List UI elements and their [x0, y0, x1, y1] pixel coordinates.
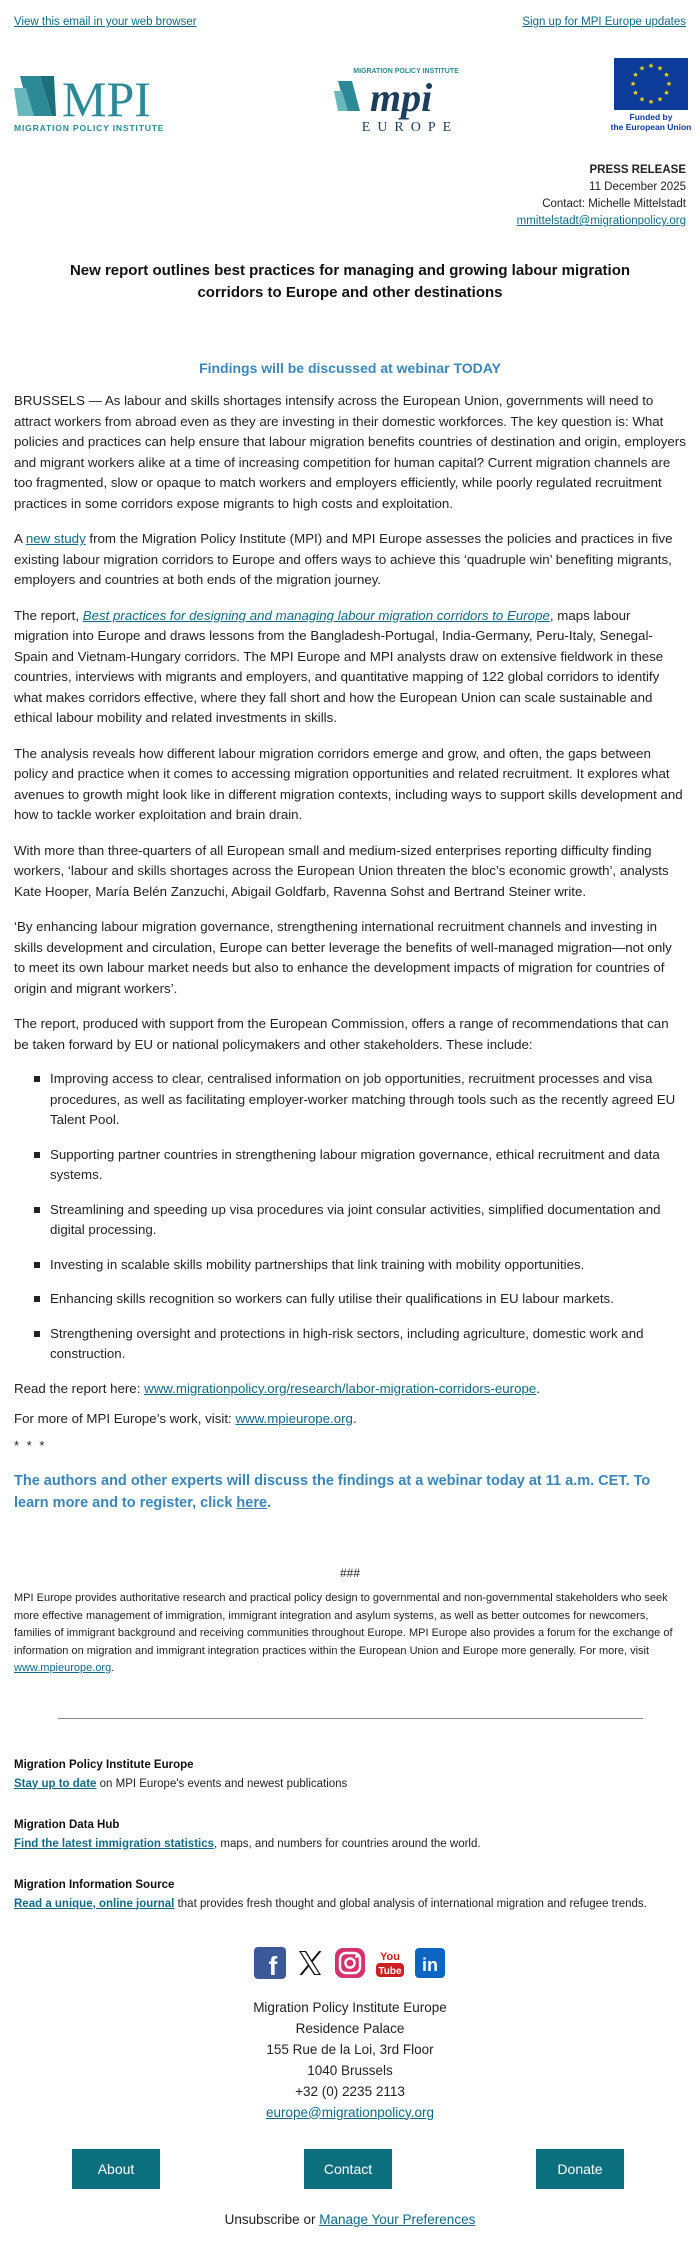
- link-block-title: Migration Policy Institute Europe: [14, 1758, 194, 1771]
- mpi-logo-mark: [12, 72, 212, 134]
- headline: New report outlines best practices for managing and growing labour migration corridors to Europe and other destinations: [69, 262, 631, 301]
- eu-caption: [610, 112, 692, 132]
- footer-buttons: [0, 2149, 700, 2189]
- link-block-data-hub: [14, 1817, 686, 1853]
- more-work-label: For more of MPI Europe’s work, visit:: [14, 1411, 236, 1426]
- press-release-label: PRESS RELEASE: [589, 164, 686, 176]
- signup-link[interactable]: Sign up for MPI Europe updates: [522, 16, 686, 28]
- press-email-link[interactable]: mmittelstadt@migrationpolicy.org: [516, 215, 686, 227]
- press-contact: Contact: Michelle Mittelstadt: [542, 198, 686, 210]
- report-url-link[interactable]: www.migrationpolicy.org/research/labor-migration-corridors-europe: [144, 1380, 537, 1396]
- list-item: Investing in scalable skills mobility partnerships that link training with mobility opportunities.: [14, 1255, 686, 1276]
- list-item: Streamlining and speeding up visa procedures via joint consular activities, simplified documentation and digital processing.: [14, 1200, 686, 1241]
- link-block-information-source: [14, 1877, 686, 1913]
- resource-links: [0, 1757, 700, 1913]
- paragraph-3-end: , maps labour migration into Europe and draws lessons from the Bangladesh-Portugal, India-Germany, Peru-Italy, Senegal-Spain and Vietnam-Hungary corridors. The MPI Europe and MPI analysts draw on extensive fieldwork in these countries, interviews with migrants and employers, and quantitative mapping of 122 global corridors to identify what makes corridors effective, where they fall short and how the European Union can scale sustainable and ethical labour mobility and related investments in skills.: [14, 607, 664, 725]
- mpi-europe-logo[interactable]: [330, 65, 482, 135]
- boilerplate: [0, 1590, 700, 1678]
- address-street: 155 Rue de la Loi, 3rd Floor: [266, 2041, 434, 2057]
- boilerplate-link[interactable]: www.mpieurope.org: [14, 1662, 112, 1674]
- paragraph-3-start: The report,: [14, 607, 83, 623]
- paragraph-7: The report, produced with support from the European Commission, offers a range of recommendations that can be taken forward by EU or national policymakers and other stakeholders. These include:: [14, 1016, 669, 1052]
- svg-text:★: ★: [663, 71, 670, 79]
- mpi-logo-acronym: MPI: [62, 72, 151, 127]
- eu-caption-line-2: the European Union: [610, 122, 692, 132]
- mpi-europe-logo-bottom: EUROPE: [361, 120, 459, 135]
- eu-funding-badge: [610, 58, 692, 132]
- instagram-icon[interactable]: [334, 1947, 366, 1979]
- online-journal-link[interactable]: Read a unique, online journal: [14, 1897, 175, 1910]
- paragraph-2-end: from the Migration Policy Institute (MPI) and MPI Europe assesses the policies and practices in five existing labour migration corridors to Europe and offers ways to achieve this ‘quadruple win’ benefiting migrants, employers and countries at both ends of the migration journey.: [14, 531, 673, 587]
- svg-text:★: ★: [665, 80, 673, 88]
- paragraph-3: [14, 606, 686, 729]
- divider: [58, 1718, 643, 1719]
- eu-flag-icon: [614, 58, 688, 110]
- svg-text:★: ★: [638, 64, 646, 73]
- svg-text:★: ★: [656, 95, 664, 104]
- read-report-end: .: [536, 1380, 540, 1396]
- donate-button[interactable]: Donate: [536, 2149, 624, 2189]
- subheadline: Findings will be discussed at webinar TODAY: [199, 360, 501, 376]
- svg-text:★: ★: [663, 89, 670, 97]
- mpi-europe-logo-mark: [330, 65, 482, 135]
- paragraph-2-start: A: [14, 531, 26, 546]
- unsubscribe-or: or: [299, 2211, 320, 2227]
- boilerplate-text: MPI Europe provides authoritative research and practical policy design to governmental and non-governmental stakeholders who seek more effective management of immigration, immigrant integration and asylum systems, as well as better outcomes for newcomers, families of immigrant background and receiving communities throughout Europe. MPI Europe also provides a forum for the exchange of information on migration and immigrant integration practices within the European Union and Europe more generally. For more, visit: [14, 1592, 673, 1657]
- logo-bar: [0, 58, 700, 148]
- address-org: Migration Policy Institute Europe: [253, 1999, 447, 2015]
- svg-text:★: ★: [632, 71, 639, 79]
- facebook-icon-letter: f: [268, 1950, 278, 1979]
- link-block-text: on MPI Europe's events and newest publications: [96, 1777, 348, 1790]
- press-info: [0, 162, 700, 230]
- linkedin-icon-letters: in: [422, 1954, 438, 1975]
- linkedin-icon[interactable]: [414, 1947, 446, 1979]
- address-phone: +32 (0) 2235 2113: [295, 2083, 405, 2099]
- mpi-logo-name: MIGRATION POLICY INSTITUTE: [14, 123, 165, 133]
- link-block-text: that provides fresh thought and global analysis of international migration and refugee trends.: [174, 1897, 647, 1910]
- address-city: 1040 Brussels: [307, 2062, 393, 2078]
- read-report-label: Read the report here:: [14, 1380, 145, 1396]
- svg-text:★: ★: [632, 89, 639, 97]
- contact-button[interactable]: Contact: [304, 2149, 392, 2189]
- unsubscribe-link[interactable]: Unsubscribe: [224, 2211, 300, 2227]
- youtube-icon[interactable]: [374, 1947, 406, 1979]
- more-work-end: .: [352, 1411, 357, 1426]
- svg-text:★: ★: [629, 80, 637, 88]
- about-button[interactable]: About: [72, 2149, 160, 2189]
- unsubscribe-line: [0, 2211, 700, 2228]
- link-block-title: Migration Information Source: [14, 1878, 175, 1891]
- list-item: Improving access to clear, centralised information on job opportunities, recruitment processes and visa procedures, as well as facilitating employer-worker matching through tools such as the recently agreed EU Talent Pool.: [14, 1069, 686, 1131]
- svg-text:★: ★: [647, 98, 655, 106]
- webinar-register-link[interactable]: here: [236, 1495, 268, 1511]
- list-item: Supporting partner countries in strengthening labour migration governance, ethical recruitment and data systems.: [14, 1145, 686, 1186]
- link-block-text: , maps, and numbers for countries around the world.: [214, 1837, 481, 1850]
- x-icon[interactable]: [294, 1947, 326, 1979]
- webinar-text: The authors and other experts will discuss the findings at a webinar today at 11 a.m. CET. To learn more and to register, click: [14, 1473, 651, 1511]
- article-body: [0, 391, 700, 1514]
- svg-text:★: ★: [647, 62, 655, 70]
- report-title-link[interactable]: Best practices for designing and managing labour migration corridors to Europe: [82, 607, 550, 623]
- youtube-icon-bottom: Tube: [378, 1965, 402, 1977]
- new-study-link[interactable]: new study: [25, 531, 86, 546]
- facebook-icon[interactable]: [254, 1947, 286, 1979]
- social-icons: [0, 1947, 700, 1979]
- mpi-logo[interactable]: [12, 72, 212, 134]
- top-links: [0, 0, 700, 28]
- manage-preferences-link[interactable]: Manage Your Preferences: [319, 2211, 476, 2227]
- paragraph-1: BRUSSELS — As labour and skills shortages intensify across the European Union, governments will need to attract workers from abroad even as they are investing in their domestic workforces. The key question is: What policies and practices can help ensure that labour migration benefits countries of destination and origin, employers and migrant workers alike at a time of increasing competition for human capital? Current migration channels are too fragmented, slow or opaque to match workers and employers efficiently, while poorly regulated recruitment practices in some corridors expose migrants to high costs and exploitation.: [14, 393, 686, 511]
- end-marker: ###: [339, 1566, 361, 1580]
- paragraph-6: ‘By enhancing labour migration governance, strengthening international recruitment channels and investing in skills development and circulation, Europe can better leverage the benefits of well-managed migration—not only to meet its own labour market needs but also to enhance the development impacts of migration for countries of origin and migrant workers’.: [14, 919, 672, 996]
- address-building: Residence Palace: [295, 2020, 405, 2036]
- list-item: Strengthening oversight and protections in high-risk sectors, including agriculture, domestic work and construction.: [14, 1324, 686, 1365]
- paragraph-5: With more than three-quarters of all European small and medium-sized enterprises reporting difficulty finding workers, ‘labour and skills shortages across the European Union threaten the bloc’s economic growth’, analysts Kate Hooper, María Belén Zanzuchi, Abigail Goldfarb, Ravenna Sohst and Bertrand Steiner write.: [14, 842, 669, 899]
- webinar-end: .: [267, 1495, 272, 1511]
- boilerplate-end: .: [111, 1662, 115, 1674]
- svg-text:★: ★: [638, 95, 646, 104]
- more-work-line: [14, 1409, 686, 1430]
- mpieurope-link[interactable]: www.mpieurope.org: [235, 1411, 353, 1426]
- view-in-browser-link[interactable]: View this email in your web browser: [14, 16, 197, 28]
- footer-address: [0, 1997, 700, 2123]
- link-block-title: Migration Data Hub: [14, 1818, 120, 1831]
- svg-text:★: ★: [656, 64, 664, 73]
- press-date: 11 December 2025: [589, 181, 686, 193]
- address-email-link[interactable]: europe@migrationpolicy.org: [265, 2104, 435, 2120]
- section-divider-stars: * * *: [14, 1437, 47, 1453]
- list-item: Enhancing skills recognition so workers can fully utilise their qualifications in EU labour markets.: [14, 1289, 686, 1310]
- paragraph-2: [14, 529, 686, 591]
- link-block-mpi-europe: [14, 1757, 686, 1793]
- webinar-notice: [14, 1470, 686, 1514]
- mpi-europe-logo-top: MIGRATION POLICY INSTITUTE: [353, 68, 459, 75]
- immigration-statistics-link[interactable]: Find the latest immigration statistics: [14, 1837, 215, 1850]
- eu-caption-line-1: Funded by: [629, 112, 673, 122]
- youtube-icon-top: You: [380, 1950, 400, 1963]
- recommendations-list: [14, 1069, 686, 1365]
- read-report-line: [14, 1379, 686, 1400]
- stay-up-to-date-link[interactable]: Stay up to date: [14, 1777, 97, 1790]
- paragraph-4: The analysis reveals how different labour migration corridors emerge and grow, and often, the gaps between policy and practice when it comes to accessing migration opportunities and related recruitment. It explores what avenues to growth might look like in different migration contexts, including ways to support skills development and how to tackle worker exploitation and brain drain.: [14, 745, 683, 822]
- mpi-europe-logo-word: mpi: [370, 75, 433, 120]
